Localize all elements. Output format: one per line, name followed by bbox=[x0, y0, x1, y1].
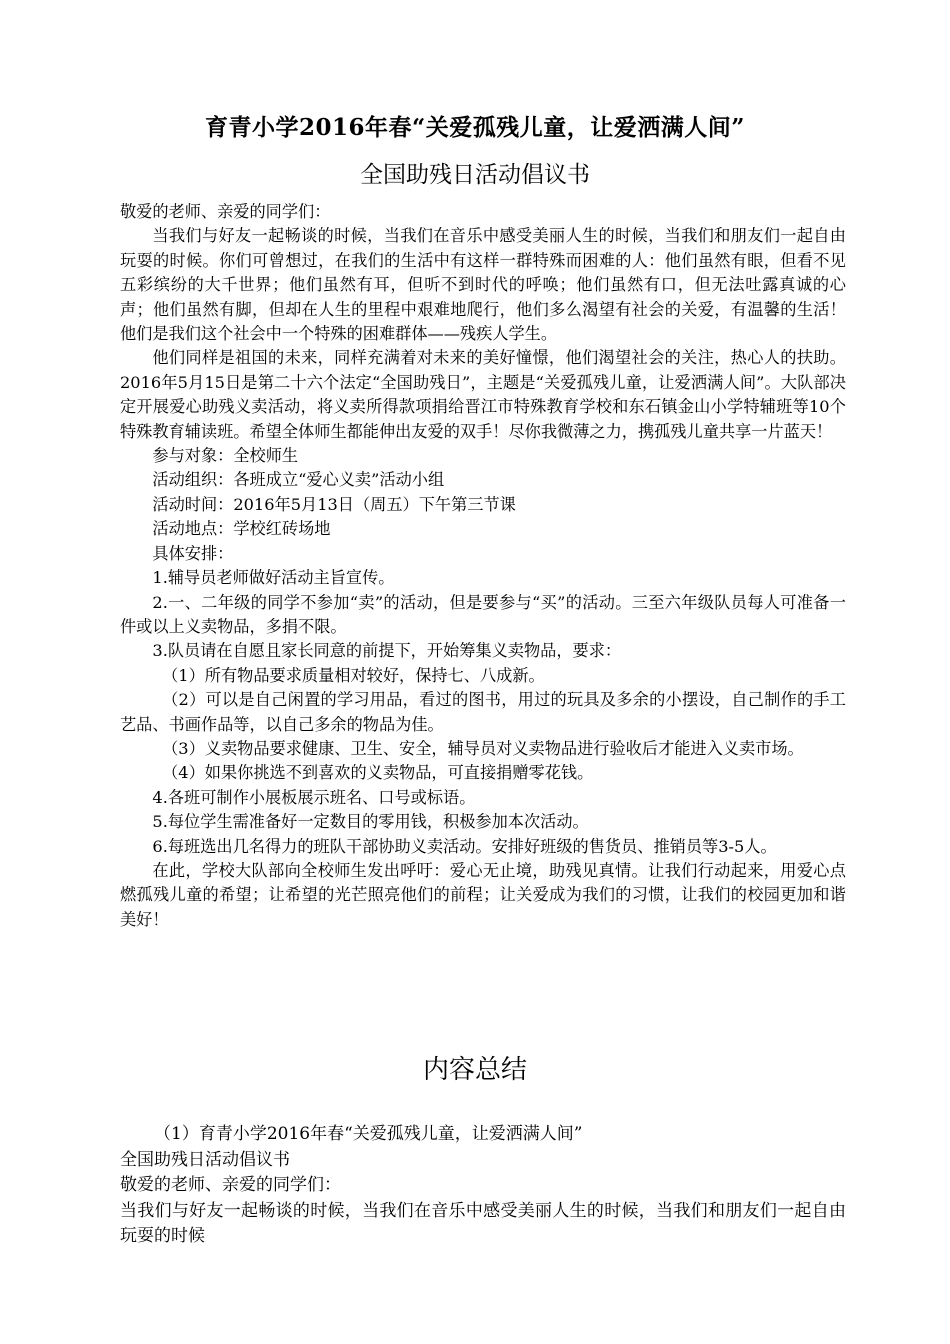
arrangement-item: 4.各班可制作小展板展示班名、口号或标语。 bbox=[152, 787, 476, 807]
summary-body bbox=[120, 1122, 846, 1250]
arrangement-item: 5.每位学生需准备好一定数目的零用钱，积极参加本次活动。 bbox=[152, 812, 589, 832]
summary-heading: 内容总结 bbox=[422, 1055, 527, 1085]
requirement-item: （1）所有物品要求质量相对较好，保持七、八成新。 bbox=[162, 665, 545, 685]
document-title: 育青小学2016年春“关爱孤残儿童，让爱洒满人间” bbox=[205, 114, 745, 141]
document-body bbox=[120, 200, 846, 932]
arrangement-item: 3.队员请在自愿且家长同意的前提下，开始筹集义卖物品，要求： bbox=[152, 641, 622, 661]
summary-line: （1）育青小学2016年春“关爱孤残儿童，让爱洒满人间” bbox=[154, 1124, 583, 1144]
arrangement-item: 1.辅导员老师做好活动主旨宣传。 bbox=[152, 568, 395, 588]
summary-line: 全国助残日活动倡议书 bbox=[120, 1149, 290, 1170]
requirement-item: （4）如果你挑选不到喜欢的义卖物品，可直接捐赠零花钱。 bbox=[162, 763, 594, 783]
paragraph-theme: 他们同样是祖国的未来，同样充满着对未来的美好憧憬，他们渴望社会的关注，热心人的扶助。2016年5月15日是第二十六个法定“全国助残日”，主题是“关爱孤残儿童，让爱洒满人间”。大队部决定开展爱心助残义卖活动，将义卖所得款项捐给晋江市特殊教育学校和东石镇金山小学特辅班等10个特殊教育辅读班。希望全体师生都能伸出友爱的双手！尽你我微薄之力，携孤残儿童共享一片蓝天！ bbox=[120, 348, 846, 441]
summary-line: 当我们与好友一起畅谈的时候，当我们在音乐中感受美丽人生的时候，当我们和朋友们一起自由玩耍的时候 bbox=[120, 1200, 846, 1246]
arrangement-item: 6.每班选出几名得力的班队干部协助义卖活动。安排好班级的售货员、推销员等3-5人。 bbox=[152, 836, 777, 856]
salutation: 敬爱的老师、亲爱的同学们： bbox=[120, 202, 331, 221]
closing-paragraph: 在此，学校大队部向全校师生发出呼吁：爱心无止境，助残见真情。让我们行动起来，用爱心点燃孤残儿童的希望；让希望的光芒照亮他们的前程；让关爱成为我们的习惯，让我们的校园更加和谐美好！ bbox=[120, 860, 846, 929]
requirement-item: （3）义卖物品要求健康、卫生、安全，辅导员对义卖物品进行验收后才能进入义卖市场。 bbox=[162, 738, 804, 758]
arrangement-item: 2.一、二年级的同学不参加“卖”的活动，但是要参与“买”的活动。三至六年级队员每人可准备一件或以上义卖物品，多捐不限。 bbox=[120, 592, 846, 636]
info-location: 活动地点：学校红砖场地 bbox=[152, 519, 331, 539]
requirement-item: （2）可以是自己闲置的学习用品，看过的图书，用过的玩具及多余的小摆设，自己制作的手工艺品、书画作品等，以自己多余的物品为佳。 bbox=[120, 690, 846, 734]
info-organization: 活动组织：各班成立“爱心义卖”活动小组 bbox=[152, 470, 445, 490]
summary-line: 敬爱的老师、亲爱的同学们： bbox=[120, 1175, 341, 1195]
info-time: 活动时间：2016年5月13日（周五）下午第三节课 bbox=[152, 494, 516, 514]
info-participants: 参与对象：全校师生 bbox=[152, 446, 299, 466]
document-subtitle: 全国助残日活动倡议书 bbox=[360, 162, 590, 188]
arrangement-heading: 具体安排： bbox=[152, 543, 234, 563]
paragraph-intro: 当我们与好友一起畅谈的时候，当我们在音乐中感受美丽人生的时候，当我们和朋友们一起自由玩耍的时候。你们可曾想过，在我们的生活中有这样一群特殊而困难的人：他们虽然有眼，但看不见五彩缤纷的大千世界；他们虽然有耳，但听不到时代的呼唤；他们虽然有口，但无法吐露真诚的心声；他们虽然有脚，但却在人生的里程中艰难地爬行，他们多么渴望有社会的关爱，有温馨的生活！他们是我们这个社会中一个特殊的困难群体——残疾人学生。 bbox=[120, 226, 846, 344]
